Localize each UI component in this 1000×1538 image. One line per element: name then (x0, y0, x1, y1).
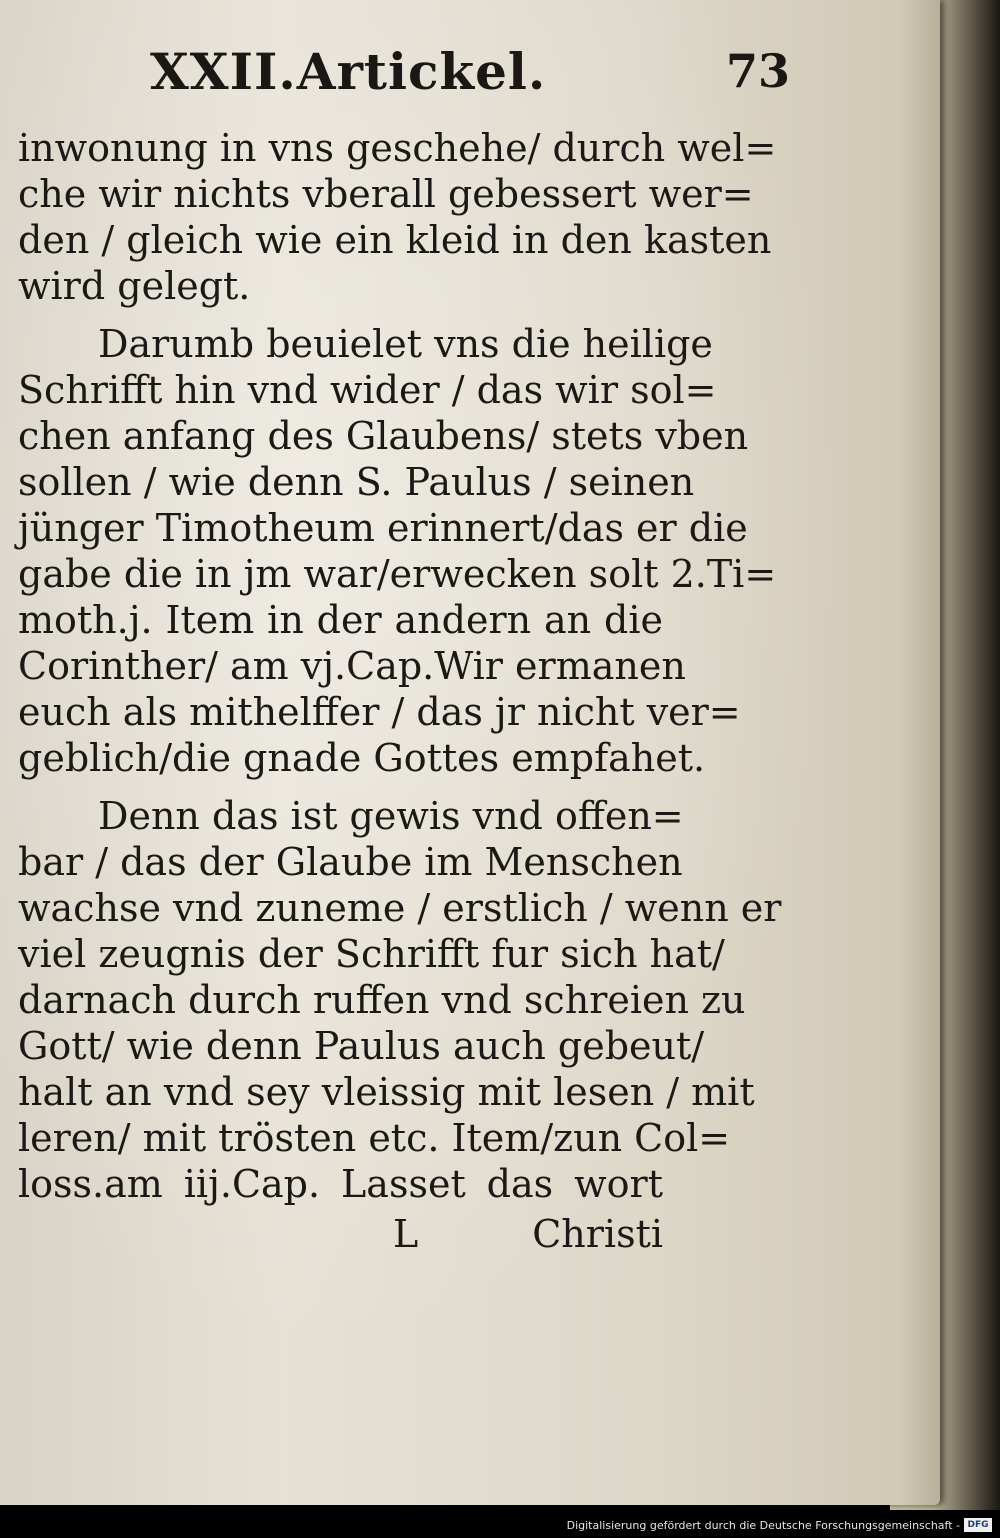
text-line: Darumb beuielet vns die heilige (98, 322, 713, 366)
funding-credit: Digitalisierung gefördert durch die Deutsche Forschungsgemeinschaft - (566, 1519, 960, 1532)
text-line: chen anfang des Glaubens/ stets vben (18, 414, 749, 458)
text-line: wachse vnd zuneme / erstlich / wenn er (18, 886, 782, 930)
running-head (150, 42, 790, 112)
text-line: sollen / wie denn S. Paulus / seinen (18, 460, 695, 504)
page-number: 73 (725, 44, 790, 98)
text-line: che wir nichts vberall gebessert wer= (18, 172, 754, 216)
signature-mark: L (393, 1212, 419, 1256)
body-text (18, 125, 782, 1207)
text-line: moth.j. Item in der andern an die (18, 598, 663, 642)
catchword: Christi (532, 1212, 663, 1256)
text-line: darnach durch ruffen vnd schreien zu (18, 978, 746, 1022)
text-line: euch als mithelffer / das jr nicht ver= (18, 690, 741, 734)
dfg-logo-icon: DFG (964, 1518, 992, 1532)
text-line: Corinther/ am vj.Cap.Wir ermanen (18, 644, 686, 688)
text-line: Gott/ wie denn Paulus auch gebeut/ (18, 1024, 705, 1068)
text-line: jünger Timotheum erinnert/das er die (18, 506, 748, 550)
text-line: loss.am iij.Cap. Lasset das wort (18, 1162, 663, 1206)
text-line: Schrifft hin vnd wider / das wir sol= (18, 368, 717, 412)
text-line: inwonung in vns geschehe/ durch wel= (18, 126, 777, 170)
text-line: gabe die in jm war/erwecken solt 2.Ti= (18, 552, 777, 596)
article-title: XXII.Artickel. (150, 42, 547, 101)
text-line: wird gelegt. (18, 264, 251, 308)
text-line: geblich/die gnade Gottes empfahet. (18, 736, 706, 780)
text-line: Denn das ist gewis vnd offen= (98, 794, 684, 838)
text-line: leren/ mit trösten etc. Item/zun Col= (18, 1116, 731, 1160)
text-line: bar / das der Glaube im Menschen (18, 840, 683, 884)
text-line: halt an vnd sey vleissig mit lesen / mit (18, 1070, 755, 1114)
text-line: den / gleich wie ein kleid in den kasten (18, 218, 772, 262)
credit-bar (0, 1510, 1000, 1538)
page-footer (18, 1212, 663, 1262)
text-line: viel zeugnis der Schrifft fur sich hat/ (18, 932, 725, 976)
